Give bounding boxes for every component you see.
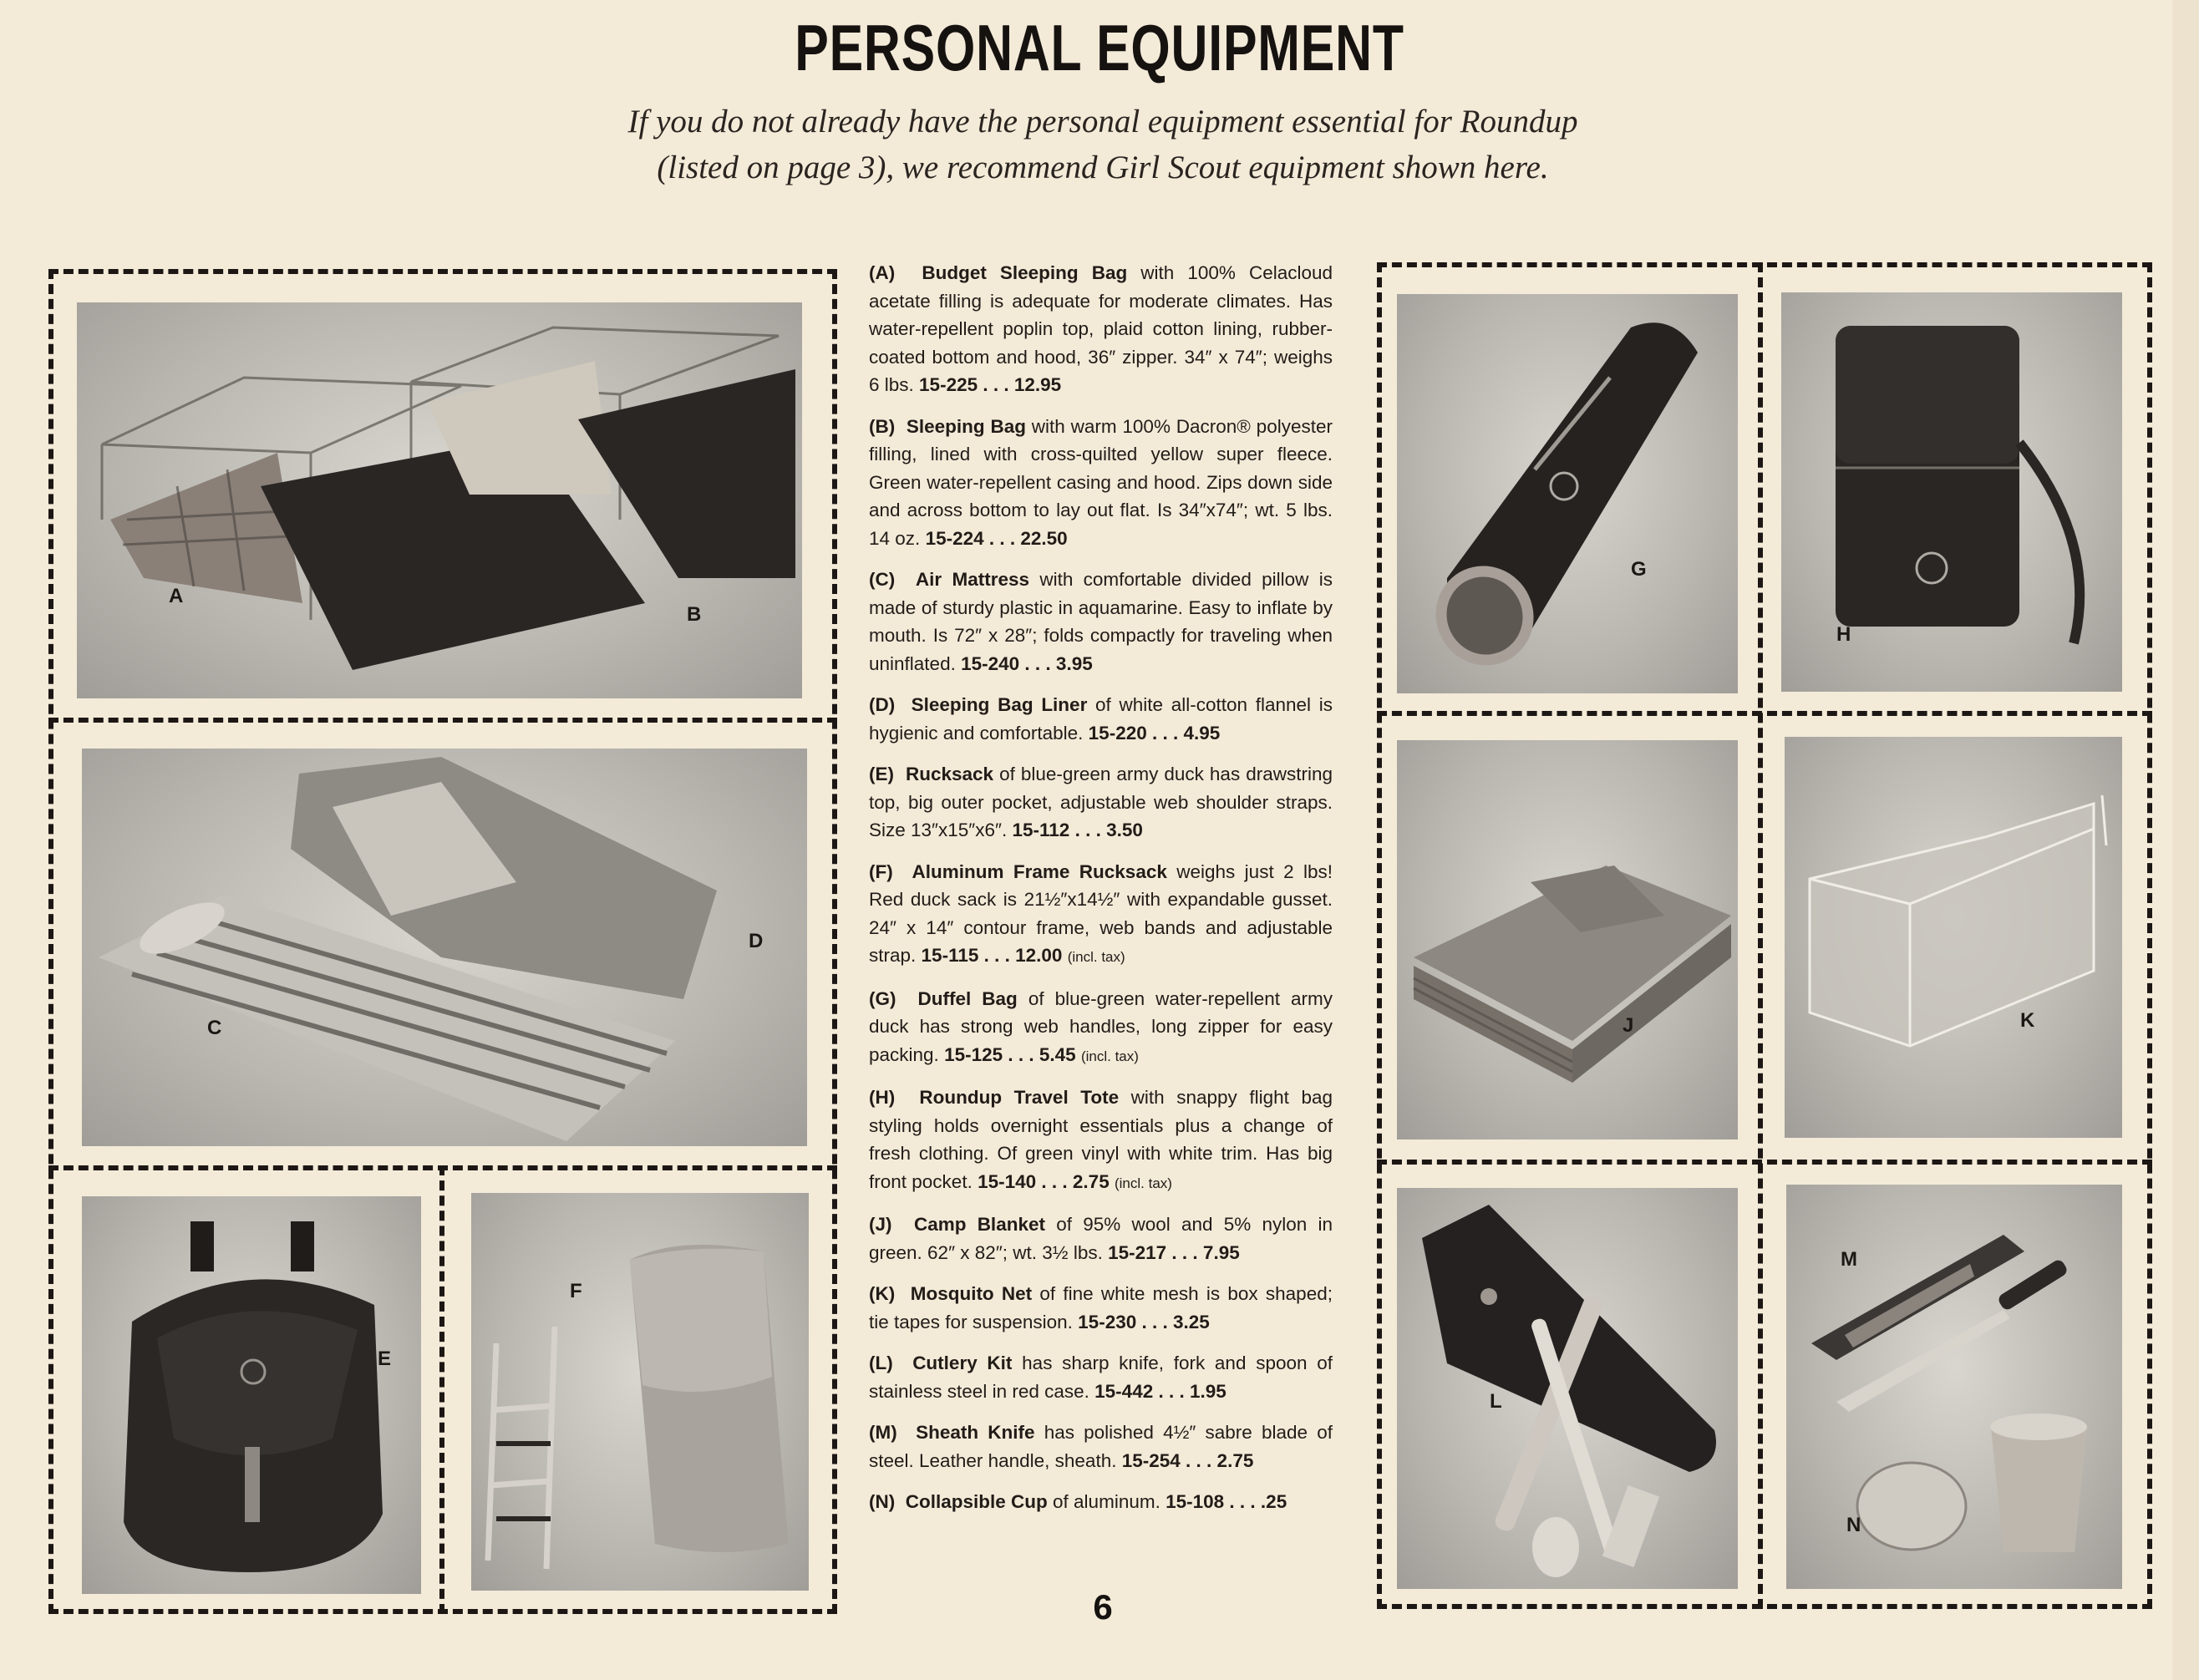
item-k: (K) Mosquito Net of fine white mesh is box shaped; tie tapes for suspension. 15-230 . . . 3.25: [869, 1283, 1333, 1332]
photo-travel-tote: [1781, 292, 2122, 692]
item-g: (G) Duffel Bag of blue-green water-repellent army duck has strong web handles, long zipper for easy packing. 15-125 . . . 5.45 (incl. tax): [869, 987, 1333, 1065]
photo-label-b: B: [687, 603, 702, 626]
item-l: (L) Cutlery Kit has sharp knife, fork and spoon of stainless steel in red case. 15-442 . . . 1.95: [869, 1353, 1333, 1402]
photo-label-k: K: [2020, 1009, 2035, 1032]
photo-label-l: L: [1490, 1390, 1502, 1413]
divider: [1377, 1160, 2152, 1165]
page-edge: [2172, 0, 2199, 1680]
divider: [439, 1165, 444, 1614]
photo-mosquito-net: [1785, 737, 2122, 1138]
photo-label-e: E: [378, 1348, 392, 1370]
page-number: 6: [1093, 1587, 1113, 1627]
photo-label-a: A: [169, 585, 184, 607]
photo-camp-blanket: [1397, 740, 1738, 1139]
photo-label-h: H: [1836, 623, 1851, 646]
item-e: (E) Rucksack of blue-green army duck has drawstring top, big outer pocket, adjustable web shoulder straps. Size 13″x15″x6″. 15-112 . . . 3.50: [869, 764, 1333, 840]
photo-frame-rucksack: [471, 1193, 809, 1591]
photo-rucksack: [82, 1196, 421, 1594]
photo-label-m: M: [1841, 1248, 1857, 1271]
item-h: (H) Roundup Travel Tote with snappy flight bag styling holds overnight essentials plus a change of fresh clothing. Of green vinyl with white trim. Has big front pocket. 15-140 . . . 2.75 (incl. tax): [869, 1087, 1333, 1192]
item-m: (M) Sheath Knife has polished 4½″ sabre blade of steel. Leather handle, sheath. 15-254 . . . 2.75: [869, 1422, 1333, 1471]
photo-label-c: C: [207, 1017, 222, 1039]
divider: [48, 718, 837, 723]
item-c: (C) Air Mattress with comfortable divided pillow is made of sturdy plastic in aquamarine. Easy to inflate by mouth. Is 72″ x 28″; folds compactly for traveling when uninflated. 15-240 . . . 3.95: [869, 569, 1333, 674]
photo-label-j: J: [1623, 1014, 1634, 1037]
item-n: (N) Collapsible Cup of aluminum. 15-108 . . . .25: [869, 1491, 1287, 1512]
photo-cutlery-kit: [1397, 1188, 1738, 1589]
photo-label-d: D: [749, 930, 764, 952]
photo-label-g: G: [1631, 558, 1647, 581]
photo-air-mattress: [82, 749, 807, 1146]
item-d: (D) Sleeping Bag Liner of white all-cotton flannel is hygienic and comfortable. 15-220 . . . 4.95: [869, 694, 1333, 744]
divider: [1758, 262, 1763, 1609]
page-title: PERSONAL EQUIPMENT: [795, 11, 1404, 84]
item-j: (J) Camp Blanket of 95% wool and 5% nylon in green. 62″ x 82″; wt. 3½ lbs. 15-217 . . . 7.95: [869, 1214, 1333, 1263]
photo-sleeping-bags: [77, 302, 802, 698]
item-b: (B) Sleeping Bag with warm 100% Dacron® polyester filling, lined with cross-quilted yellow super fleece. Green water-repellent casing and hood. Zips down side and across bottom to lay out flat. Is 34″x74″; wt. 5 lbs. 14 oz. 15-224 . . . 22.50: [869, 415, 1333, 549]
photo-label-f: F: [570, 1280, 582, 1302]
item-descriptions: [869, 259, 1333, 1530]
item-a: (A) Budget Sleeping Bag with 100% Celacloud acetate filling is adequate for moderate climates. Has water-repellent poplin top, plaid cotton lining, rubber-coated bottom and hood, 36″ zipper. 34″ x 74″; weighs 6 lbs. 15-225 . . . 12.95: [869, 262, 1333, 395]
photo-label-n: N: [1846, 1514, 1861, 1536]
photo-duffel-bag: [1397, 294, 1738, 693]
item-f: (F) Aluminum Frame Rucksack weighs just 2 lbs! Red duck sack is 21½″x14½″ with expandable gusset. 24″ x 14″ contour frame, web bands and adjustable strap. 15-115 . . . 12.00 (incl. tax): [869, 860, 1333, 966]
intro-text: If you do not already have the personal equipment essential for Roundup (listed on page 3), we recommend Girl Scout equipment shown here.: [627, 104, 1578, 185]
divider: [1377, 711, 2152, 716]
photo-knife-and-cup: [1786, 1185, 2122, 1589]
